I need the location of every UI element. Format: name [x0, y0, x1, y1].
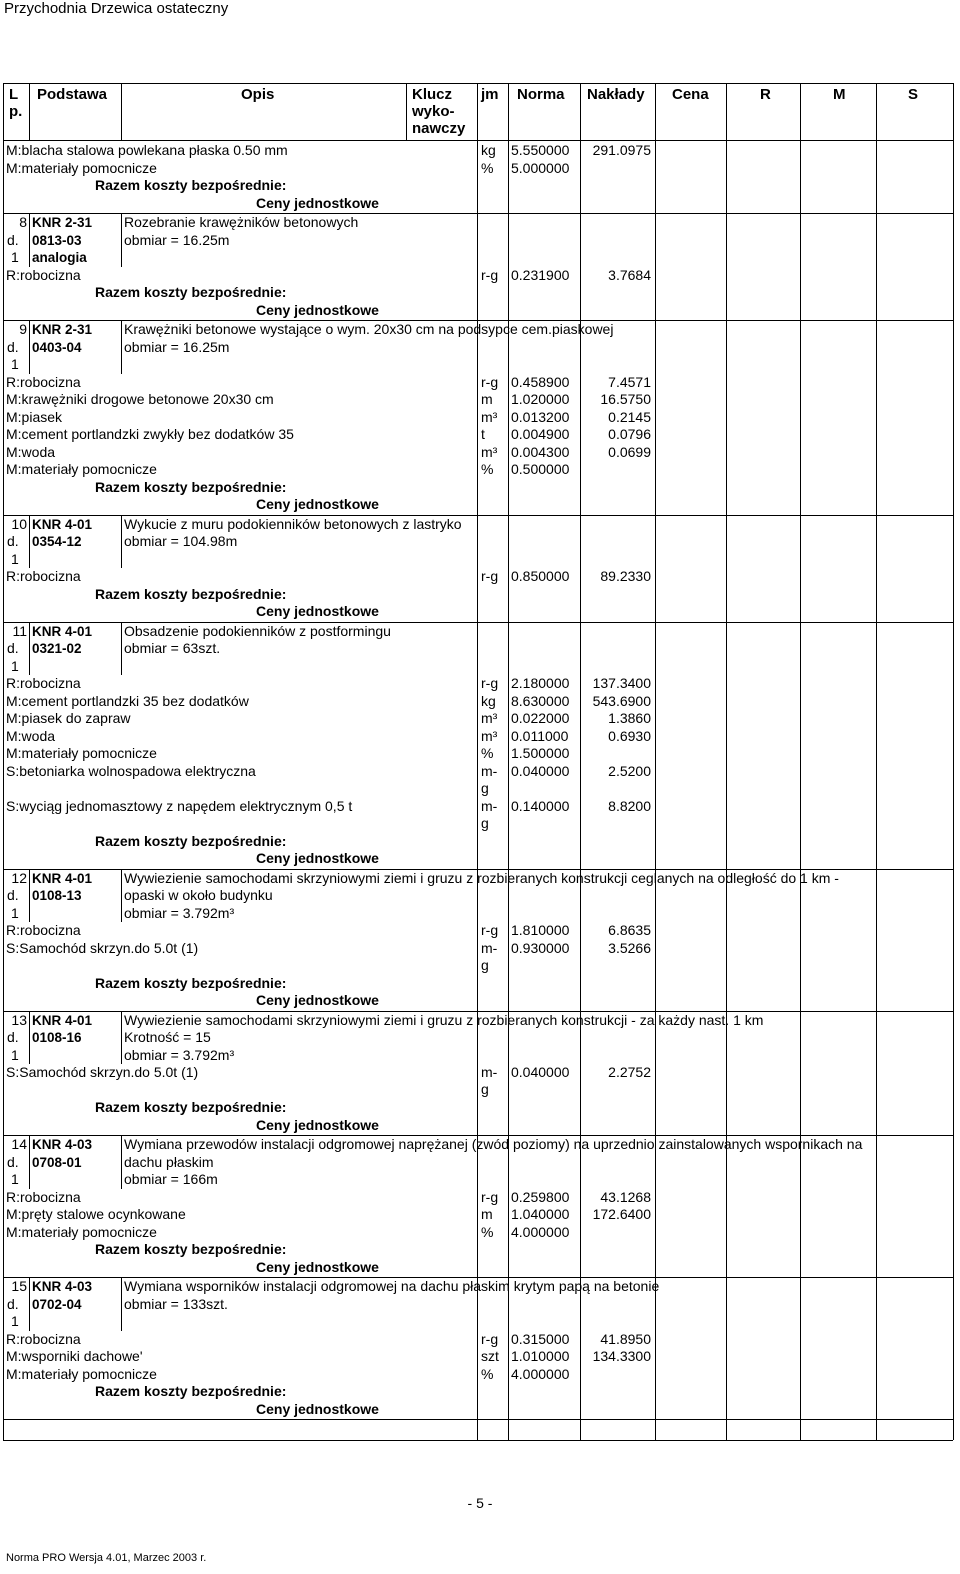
resource-naklady: 137.3400: [592, 675, 651, 691]
resource-norma: 0.259800: [511, 1188, 570, 1205]
position-d: d.: [7, 640, 19, 656]
resource-naklady: 41.8950: [600, 1330, 651, 1347]
resource-name: R:robocizna: [6, 1188, 81, 1205]
column-divider: [876, 83, 877, 1440]
resource-norma: 1.020000: [511, 391, 570, 407]
position-description: obmiar = 63szt.: [124, 640, 221, 656]
resource-norma: 0.458900: [511, 373, 570, 390]
position-d: d.: [7, 533, 19, 549]
resource-norma: 0.040000: [511, 1064, 570, 1080]
resource-name: M:cement portlandzki 35 bez dodatków: [6, 692, 249, 709]
resource-unit: %: [481, 745, 494, 761]
resource-naklady: 0.6930: [608, 727, 651, 744]
position-number: 12: [11, 869, 27, 886]
razem-koszty-label: Razem koszty bezpośrednie:: [95, 585, 287, 602]
header-podstawa: Podstawa: [37, 86, 108, 103]
position-number: 8: [19, 214, 27, 230]
position-podstawa: KNR 2-31: [32, 322, 93, 337]
resource-name: R:robocizna: [6, 1330, 81, 1347]
resource-name: R:robocizna: [6, 373, 81, 390]
resource-row: [3, 568, 953, 569]
resource-naklady: 0.2145: [608, 408, 651, 425]
resource-unit: m³: [481, 727, 498, 744]
header-s: S: [908, 86, 919, 103]
resource-norma: 8.630000: [511, 692, 570, 709]
table-bottom-border: [3, 1440, 953, 1441]
resource-row: [3, 444, 953, 445]
resource-name: S:Samochód skrzyn.do 5.0t (1): [6, 1064, 199, 1080]
resource-norma: 1.500000: [511, 745, 570, 761]
header-bottom-border: [3, 140, 953, 141]
column-divider: [655, 83, 656, 1440]
position-number: 11: [12, 622, 27, 639]
resource-unit: kg: [481, 692, 496, 709]
resource-name: M:woda: [6, 443, 56, 460]
position-divider: [29, 869, 30, 923]
position-one: 1: [11, 1046, 19, 1063]
resource-unit: m-g: [481, 1064, 498, 1097]
header-opis: Opis: [241, 86, 275, 103]
section-border: [3, 1419, 953, 1420]
position-divider: [121, 320, 122, 374]
resource-norma: 1.810000: [511, 922, 570, 938]
header-divider: [29, 83, 30, 140]
resource-norma: 0.022000: [511, 710, 570, 726]
resource-row: [3, 675, 953, 676]
position-podstawa: 0321-02: [32, 641, 82, 656]
resource-norma: 1.010000: [511, 1348, 570, 1364]
software-note: Norma PRO Wersja 4.01, Marzec 2003 r.: [6, 1552, 207, 1564]
position-divider: [29, 515, 30, 569]
position-description: obmiar = 3.792m³: [124, 904, 235, 921]
position-description: Wymiana przewodów instalacji odgromowej naprężanej (zwód poziomy) na uprzednio zainstalowanych wspornikach na: [124, 1136, 863, 1152]
resource-name: M:materiały pomocnicze: [6, 745, 157, 761]
position-podstawa: KNR 4-03: [32, 1279, 93, 1294]
position-description: obmiar = 16.25m: [124, 338, 230, 355]
resource-unit: m: [481, 1206, 493, 1222]
column-divider: [580, 83, 581, 1440]
resource-naklady: 2.2752: [608, 1064, 651, 1080]
header-jm: jm: [481, 86, 499, 103]
resource-naklady: 1.3860: [608, 710, 651, 726]
resource-unit: m-g: [481, 762, 498, 796]
position-description: Wykucie z muru podokienników betonowych z lastryko: [124, 515, 462, 532]
resource-naklady: 16.5750: [600, 391, 651, 407]
position-description: Wywiezienie samochodami skrzyniowymi ziemi i gruzu z rozbieranych konstrukcji - za każdy nast. 1 km: [124, 1011, 764, 1028]
resource-norma: 0.011000: [511, 727, 569, 744]
position-one: 1: [11, 657, 19, 674]
position-divider: [121, 869, 122, 923]
ceny-jednostkowe-label: Ceny jednostkowe: [256, 992, 379, 1008]
resource-row: [3, 728, 953, 729]
resource-name: M:piasek: [6, 408, 63, 425]
position-d: d.: [7, 1295, 19, 1312]
position-podstawa: 0403-04: [32, 339, 82, 355]
header-norma: Norma: [517, 86, 565, 103]
position-description: Wywiezienie samochodami skrzyniowymi ziemi i gruzu z rozbieranych konstrukcji ceglanych na odległość do 1 km -: [124, 869, 839, 886]
position-number: 13: [11, 1011, 27, 1028]
resource-unit: r-g: [481, 266, 499, 283]
position-description: Krotność = 15: [124, 1029, 211, 1045]
position-d: d.: [7, 1153, 19, 1170]
position-podstawa: 0702-04: [32, 1296, 82, 1312]
resource-name: R:robocizna: [6, 675, 81, 691]
resource-name: R:robocizna: [6, 266, 81, 283]
resource-naklady: 3.7684: [608, 266, 651, 283]
resource-name: M:materiały pomocnicze: [6, 461, 157, 477]
position-divider: [29, 1277, 30, 1331]
resource-naklady: 2.5200: [608, 762, 651, 779]
resource-row: [3, 1348, 953, 1349]
position-d: d.: [7, 887, 19, 903]
table-left-border: [3, 83, 4, 1440]
resource-name: R:robocizna: [6, 922, 81, 938]
position-d: d.: [7, 231, 19, 248]
position-podstawa: 0708-01: [32, 1154, 82, 1170]
position-podstawa: 0108-16: [32, 1030, 82, 1045]
header-klucz: Klucz wyko- nawczy: [412, 86, 466, 137]
position-one: 1: [11, 550, 19, 567]
position-one: 1: [11, 356, 19, 372]
resource-name: M:woda: [6, 727, 56, 744]
resource-norma: 0.040000: [511, 762, 570, 779]
resource-norma: 1.040000: [511, 1206, 570, 1222]
document-title: Przychodnia Drzewica ostateczny: [4, 0, 229, 17]
resource-naklady: 43.1268: [600, 1188, 651, 1205]
resource-unit: t: [481, 426, 485, 442]
resource-unit: r-g: [481, 1330, 499, 1347]
ceny-jednostkowe-label: Ceny jednostkowe: [256, 1116, 379, 1133]
resource-naklady: 6.8635: [608, 922, 651, 938]
resource-name: M:pręty stalowe ocynkowane: [6, 1206, 186, 1222]
resource-name: S:Samochód skrzyn.do 5.0t (1): [6, 939, 199, 956]
position-description: Wymiana wsporników instalacji odgromowej na dachu płaskim krytym papą na betonie: [124, 1278, 660, 1294]
position-divider: [29, 1135, 30, 1189]
resource-unit: r-g: [481, 1188, 499, 1205]
position-divider: [29, 1011, 30, 1065]
position-divider: [29, 213, 30, 267]
position-description: opaski w około budynku: [124, 887, 273, 903]
resource-unit: kg: [481, 142, 496, 158]
resource-naklady: 3.5266: [608, 939, 651, 956]
resource-naklady: 291.0975: [592, 142, 651, 158]
ceny-jednostkowe-label: Ceny jednostkowe: [256, 496, 379, 512]
column-divider: [726, 83, 727, 1440]
position-description: Rozebranie krawężników betonowych: [124, 214, 359, 230]
position-divider: [121, 1011, 122, 1065]
resource-unit: r-g: [481, 568, 499, 584]
razem-koszty-label: Razem koszty bezpośrednie:: [95, 974, 287, 991]
resource-name: M:materiały pomocnicze: [6, 1223, 157, 1240]
position-d: d.: [7, 338, 19, 355]
resource-norma: 0.140000: [511, 797, 570, 814]
razem-koszty-label: Razem koszty bezpośrednie:: [95, 1099, 287, 1115]
position-divider: [29, 320, 30, 374]
razem-koszty-label: Razem koszty bezpośrednie:: [95, 284, 287, 300]
resource-row: [3, 374, 953, 375]
position-podstawa: KNR 4-03: [32, 1137, 93, 1152]
position-divider: [29, 622, 30, 676]
resource-unit: m³: [481, 443, 498, 460]
position-podstawa: KNR 4-01: [32, 1012, 93, 1028]
resource-norma: 4.000000: [511, 1365, 570, 1382]
resource-naklady: 0.0699: [608, 443, 651, 460]
header-divider: [406, 83, 407, 140]
position-divider: [121, 515, 122, 569]
position-podstawa: 0813-03: [32, 232, 82, 248]
ceny-jednostkowe-label: Ceny jednostkowe: [256, 850, 379, 866]
column-divider: [508, 83, 509, 1440]
resource-norma: 0.013200: [511, 408, 570, 425]
resource-unit: %: [481, 1365, 494, 1382]
page-number: - 5 -: [467, 1495, 493, 1511]
header-divider: [121, 83, 122, 140]
ceny-jednostkowe-label: Ceny jednostkowe: [256, 603, 379, 619]
resource-unit: m³: [481, 408, 498, 425]
position-description: Obsadzenie podokienników z postformingu: [124, 622, 391, 639]
ceny-jednostkowe-label: Ceny jednostkowe: [256, 1400, 379, 1417]
position-number: 14: [11, 1136, 27, 1152]
resource-row: [3, 710, 953, 711]
resource-norma: 0.004300: [511, 443, 570, 460]
position-divider: [121, 1135, 122, 1189]
resource-norma: 2.180000: [511, 675, 570, 691]
resource-naklady: 7.4571: [608, 373, 651, 390]
resource-row: [3, 1331, 953, 1332]
header-naklady: Nakłady: [587, 86, 645, 103]
position-divider: [121, 622, 122, 676]
razem-koszty-label: Razem koszty bezpośrednie:: [95, 177, 287, 193]
resource-unit: szt: [481, 1348, 499, 1364]
column-divider: [477, 83, 478, 1440]
resource-norma: 0.500000: [511, 461, 570, 477]
resource-naklady: 172.6400: [592, 1206, 651, 1222]
resource-row: [3, 922, 953, 923]
position-one: 1: [11, 249, 19, 265]
resource-naklady: 134.3300: [592, 1348, 651, 1364]
table-right-border: [953, 83, 954, 1440]
position-number: 15: [11, 1278, 27, 1294]
razem-koszty-label: Razem koszty bezpośrednie:: [95, 832, 287, 849]
resource-unit: m: [481, 391, 493, 407]
position-podstawa: KNR 4-01: [32, 516, 93, 532]
resource-name: M:wsporniki dachowe': [6, 1348, 143, 1364]
resource-name: M:cement portlandzki zwykły bez dodatków 35: [6, 426, 294, 442]
resource-naklady: 89.2330: [600, 568, 651, 584]
resource-unit: m-g: [481, 797, 498, 831]
resource-name: S:betoniarka wolnospadowa elektryczna: [6, 762, 256, 779]
column-divider: [800, 83, 801, 1440]
position-description: obmiar = 133szt.: [124, 1295, 228, 1312]
position-d: d.: [7, 1029, 19, 1045]
resource-name: S:wyciąg jednomasztowy z napędem elektrycznym 0,5 t: [6, 797, 353, 814]
ceny-jednostkowe-label: Ceny jednostkowe: [256, 301, 379, 318]
resource-unit: r-g: [481, 675, 499, 691]
resource-unit: r-g: [481, 922, 499, 938]
position-podstawa: KNR 4-01: [32, 870, 93, 886]
resource-naklady: 543.6900: [592, 692, 651, 709]
resource-norma: 0.930000: [511, 939, 570, 956]
resource-unit: %: [481, 159, 494, 176]
resource-norma: 5.550000: [511, 142, 570, 158]
resource-name: M:krawężniki drogowe betonowe 20x30 cm: [6, 391, 274, 407]
position-description: obmiar = 166m: [124, 1171, 218, 1187]
resource-unit: %: [481, 461, 494, 477]
resource-norma: 4.000000: [511, 1223, 570, 1240]
resource-row: [3, 267, 953, 268]
table-top-border: [3, 83, 953, 84]
position-one: 1: [11, 1313, 19, 1329]
resource-norma: 5.000000: [511, 159, 570, 176]
header-r: R: [760, 86, 771, 103]
header-lp: L p.: [9, 86, 23, 120]
resource-unit: %: [481, 1223, 494, 1240]
resource-norma: 0.004900: [511, 426, 570, 442]
position-podstawa: 0354-12: [32, 534, 82, 549]
resource-unit: m-g: [481, 939, 498, 973]
position-description: obmiar = 16.25m: [124, 231, 230, 248]
resource-unit: r-g: [481, 373, 499, 390]
position-number: 10: [11, 515, 27, 532]
resource-naklady: 0.0796: [608, 426, 651, 442]
position-one: 1: [11, 904, 19, 921]
resource-name: M:blacha stalowa powlekana płaska 0.50 mm: [6, 142, 288, 158]
resource-name: M:piasek do zapraw: [6, 710, 131, 726]
razem-koszty-label: Razem koszty bezpośrednie:: [95, 1383, 287, 1399]
position-description: obmiar = 104.98m: [124, 533, 238, 549]
resource-unit: m³: [481, 710, 498, 726]
resource-row: [3, 409, 953, 410]
position-podstawa: 0108-13: [32, 888, 82, 903]
resource-row: [3, 1189, 953, 1190]
resource-norma: 0.315000: [511, 1330, 570, 1347]
position-description: obmiar = 3.792m³: [124, 1046, 235, 1063]
position-podstawa: KNR 2-31: [32, 215, 93, 230]
position-divider: [121, 1277, 122, 1331]
position-description: dachu płaskim: [124, 1153, 214, 1170]
position-number: 9: [19, 321, 27, 337]
position-divider: [121, 213, 122, 267]
ceny-jednostkowe-label: Ceny jednostkowe: [256, 1258, 379, 1275]
position-podstawa: analogia: [32, 250, 87, 265]
position-podstawa: KNR 4-01: [32, 623, 93, 639]
razem-koszty-label: Razem koszty bezpośrednie:: [95, 478, 287, 495]
resource-norma: 0.231900: [511, 266, 570, 283]
position-one: 1: [11, 1171, 19, 1187]
resource-naklady: 8.8200: [608, 797, 651, 814]
resource-norma: 0.850000: [511, 568, 570, 584]
resource-name: M:materiały pomocnicze: [6, 159, 157, 176]
razem-koszty-label: Razem koszty bezpośrednie:: [95, 1241, 287, 1257]
resource-name: M:materiały pomocnicze: [6, 1365, 157, 1382]
resource-name: R:robocizna: [6, 568, 81, 584]
ceny-jednostkowe-label: Ceny jednostkowe: [256, 194, 379, 211]
header-cena: Cena: [672, 86, 709, 103]
position-description: Krawężniki betonowe wystające o wym. 20x30 cm na podsypce cem.piaskowej: [124, 321, 614, 337]
header-m: M: [833, 86, 846, 103]
